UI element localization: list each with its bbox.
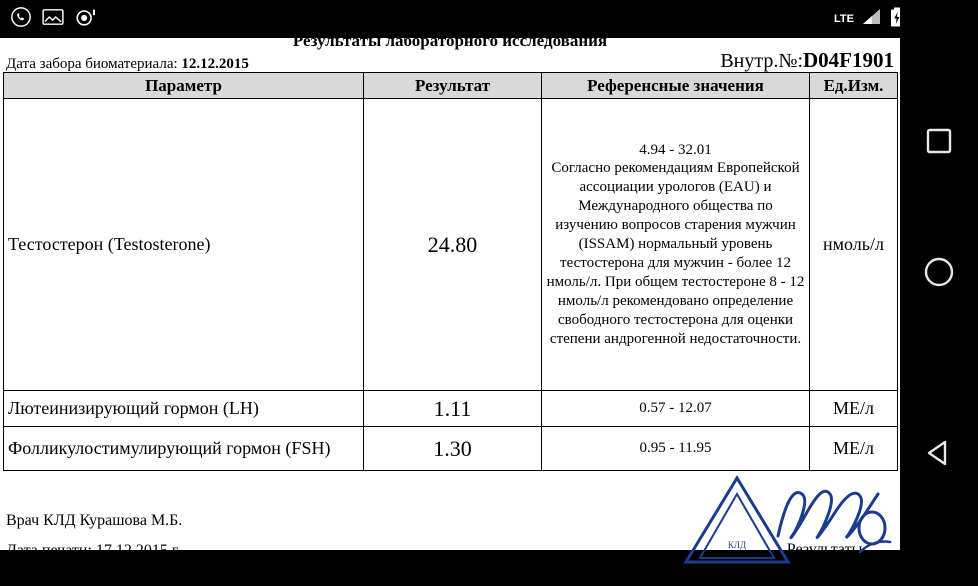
square-icon xyxy=(925,127,953,160)
table-row xyxy=(4,427,898,471)
cell-parameter: Тестостерон (Testosterone) xyxy=(4,99,364,391)
document-meta-row xyxy=(0,48,900,73)
reference-range: 0.95 - 11.95 xyxy=(639,440,712,457)
internal-number xyxy=(720,48,894,73)
signal-bars-icon xyxy=(862,8,882,31)
signature-icon xyxy=(772,474,892,560)
cell-unit: МЕ/л xyxy=(810,427,898,471)
cell-unit: МЕ/л xyxy=(810,391,898,427)
cell-parameter: Фолликулостимулирующий гормон (FSH) xyxy=(4,427,364,471)
cell-result: 1.30 xyxy=(364,427,542,471)
column-header-reference: Референсные значения xyxy=(542,73,810,99)
internal-number-value: D04F1901 xyxy=(803,48,894,72)
table-header-row xyxy=(4,73,898,99)
android-navigation-bar xyxy=(900,0,978,550)
issued-by-line1: Результаты xyxy=(786,540,863,558)
sample-date xyxy=(6,56,249,73)
cell-parameter: Лютеинизирующий гормон (LH) xyxy=(4,391,364,427)
document-viewer[interactable] xyxy=(0,31,900,585)
cell-result: 24.80 xyxy=(364,99,542,391)
footer-note: Для получения оригинала результата исследования Вы xyxy=(6,569,402,585)
sample-date-value: 12.12.2015 xyxy=(181,56,249,72)
triangle-left-icon xyxy=(924,438,954,473)
image-icon xyxy=(42,8,64,31)
reference-range: 0.57 - 12.07 xyxy=(639,400,712,417)
back-button[interactable] xyxy=(900,425,978,485)
print-date: Дата печати: 17.12.2015 г. xyxy=(6,541,181,559)
status-notification-icons xyxy=(0,6,834,33)
home-button[interactable] xyxy=(900,244,978,304)
reference-note: Согласно рекомендациям Европейской ассоциации урологов (EAU) и Международного общества по изучению вопросов старения мужчин (ISSAM) нормальный уровень тестостерона для мужчин - более 12 нмоль/л. При общем тестостероне 8 - 12 нмоль/л рекомендовано определение свободного тестостерона для оценки степени андрогенной недостаточности. xyxy=(546,160,805,347)
results-table xyxy=(3,72,898,471)
recent-apps-button[interactable] xyxy=(900,113,978,173)
cell-result: 1.11 xyxy=(364,391,542,427)
cell-reference xyxy=(542,427,810,471)
column-header-result: Результат xyxy=(364,73,542,99)
internal-number-label: Внутр.№: xyxy=(720,50,803,72)
issued-by-line2: исследования выдал: xyxy=(753,559,896,577)
lte-indicator-icon: LTE xyxy=(833,12,854,25)
table-row xyxy=(4,391,898,427)
document-title: Результаты лабораторного исследования xyxy=(292,31,608,50)
reference-range: 4.94 - 32.01 xyxy=(639,141,712,158)
cell-reference xyxy=(542,99,810,391)
svg-text:КЛД: КЛД xyxy=(727,540,747,550)
cell-reference xyxy=(542,391,810,427)
column-header-parameter: Параметр xyxy=(4,73,364,99)
camera-icon xyxy=(74,7,98,32)
sample-date-label: Дата забора биоматериала: xyxy=(6,56,178,72)
table-row xyxy=(4,99,898,391)
column-header-unit: Ед.Изм. xyxy=(810,73,898,99)
cell-unit: нмоль/л xyxy=(810,99,898,391)
whatsapp-icon xyxy=(10,6,32,33)
circle-icon xyxy=(923,256,955,293)
doctor-name: Врач КЛД Курашова М.Б. xyxy=(6,512,183,529)
